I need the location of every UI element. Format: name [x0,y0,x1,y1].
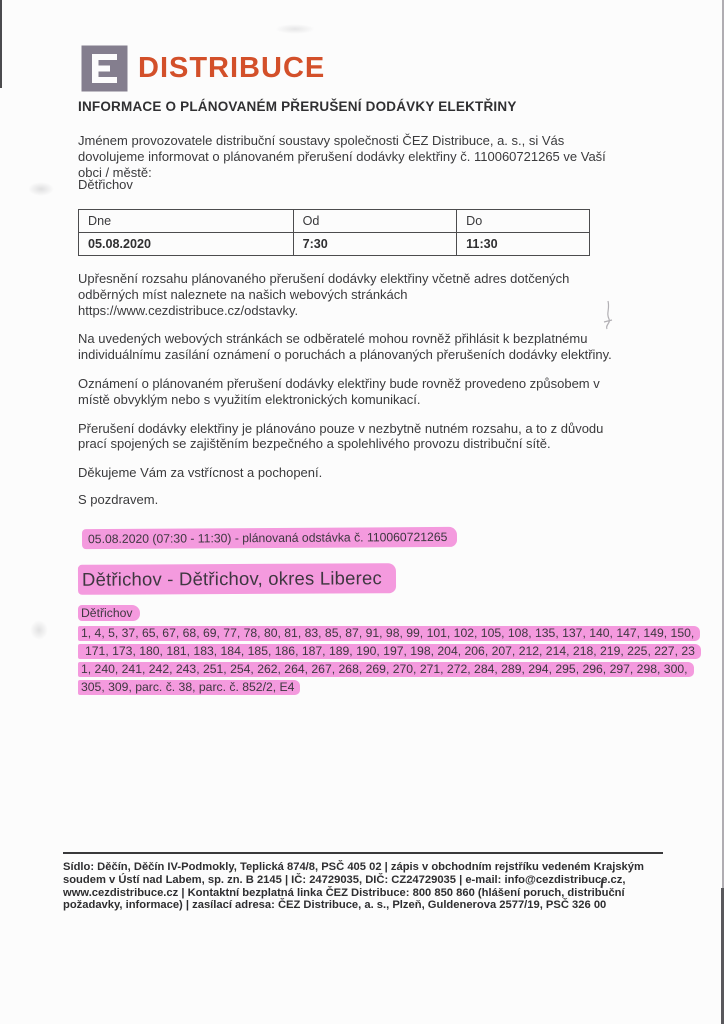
table-header-from: Od [293,210,457,233]
parcel-numbers-line: 305, 309, parc. č. 38, parc. č. 852/2, E4 [78,678,678,696]
signoff-line: S pozdravem. [78,491,159,507]
body-paragraphs [78,271,623,521]
thanks-line: Děkujeme Vám za vstřícnost a pochopení. [78,465,323,481]
table-header-date: Dne [79,210,294,233]
intro-paragraph: Jménem provozovatele distribuční soustavy společnosti ČEZ Distribuce, a. s., si Vás dovolujeme informovat o plánovaném přerušení dodávky elektřiny č. 110060721265 ve Vaší obci / městě: [78,133,606,180]
outage-from-cell: 7:30 [293,233,457,256]
highlighted-outage-section [78,528,695,696]
highlighted-area-name: Dětřichov [78,605,140,621]
company-footer-text: Sídlo: Děčín, Děčín IV-Podmokly, Teplická 874/8, PSČ 405 02 | zápis v obchodním rejstříku vedeném Krajským soudem v Ústí nad Labem, sp. zn. B 2145 | IČ: 24729035, DIČ: CZ24729035 | e-mail: info@cezdistribuce.cz, www.cezdistribuce.cz | Kontaktní bezplatná linka ČEZ Distribuce: 800 850 860 (hlášení poruch, distribuční požadavky, informace) | zasílací adresa: ČEZ Distribuce, a. s., Plzeň, Guldenerova 2577/19, PSČ 326 00 [63,861,644,912]
table-header-row [79,210,590,233]
highlighted-outage-summary: 05.08.2020 (07:30 - 11:30) - plánovaná odstávka č. 110060721265 [82,527,457,549]
paragraph-notification-method: Oznámení o plánovaném přerušení dodávky elektřiny bude rovněž provedeno způsobem v místě obvyklým nebo s využitím elektronických komunikací. [78,375,600,407]
paragraph-reason: Přerušení dodávky elektřiny je plánováno pouze v nezbytně nutném rozsahu, a to z důvodu prací spojených se zajištěním bezpečného a spolehlivého provozu distribuční sítě. [78,420,604,452]
scan-smudge [28,182,54,196]
parcel-numbers-line: 1, 4, 5, 37, 65, 67, 68, 69, 77, 78, 80, 81, 83, 85, 87, 91, 98, 99, 101, 102, 105, 108, 135, 137, 140, 147, 149, 150, [78,624,678,642]
outage-to-cell: 11:30 [457,233,590,256]
document-title: INFORMACE O PLÁNOVANÉM PŘERUŠENÍ DODÁVKY ELEKTŘINY [78,99,517,114]
paragraph-website-info: Upřesnění rozsahu plánovaného přerušení dodávky elektřiny včetně adres dotčených odběrných míst naleznete na našich webových stránkách https://www.cezdistribuce.cz/odstavky. [78,271,570,318]
scan-smudge [30,620,48,640]
table-header-to: Do [457,210,590,233]
highlighted-outage-location: Dětřichov - Dětřichov, okres Liberec [78,563,396,595]
company-footer [63,852,663,912]
table-row [79,233,590,256]
brand-wordmark: DISTRIBUCE [138,52,326,84]
scan-edge-artifact-left [0,0,2,88]
brand-header [80,44,325,93]
outage-date-cell: 05.08.2020 [79,233,294,256]
parcel-numbers-line: 171, 173, 180, 181, 183, 184, 185, 186, 187, 189, 190, 197, 198, 204, 206, 207, 212, 214, 218, 219, 225, 227, 23 [78,642,678,660]
scan-smudge [275,24,315,34]
paragraph-subscription-info: Na uvedených webových stránkách se odběratelé mohou rovněž přihlásit k bezplatnému individuálnímu zasílání oznámení o poruchách a plánovaných přerušeních dodávky elektřiny. [78,331,612,363]
highlighted-parcel-numbers [78,624,695,696]
municipality-name: Dětřichov [78,177,133,192]
cez-logo-icon [80,44,129,93]
parcel-numbers-line: 1, 240, 241, 242, 243, 251, 254, 262, 264, 267, 268, 269, 270, 271, 272, 284, 289, 294, 295, 296, 297, 298, 300, [78,660,678,678]
outage-schedule-table [78,209,590,256]
